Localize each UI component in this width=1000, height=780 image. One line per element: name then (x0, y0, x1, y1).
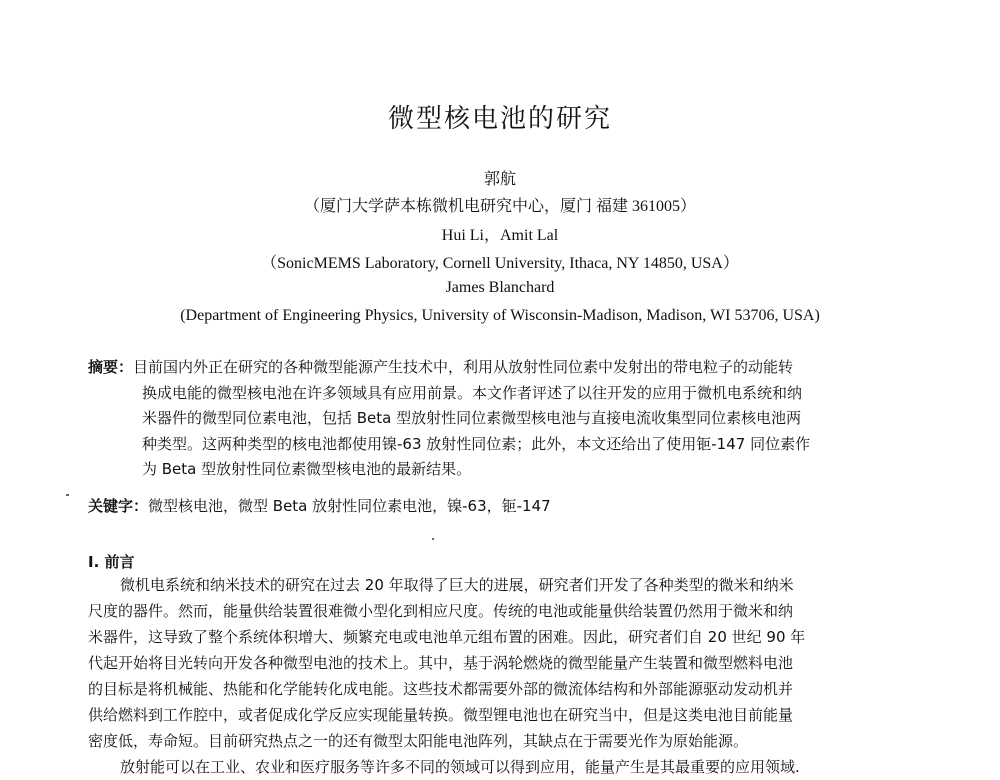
abstract-line: 种类型。这两种类型的核电池都使用镍-63 放射性同位素；此外，本文还给出了使用钷-147 同位素作 (142, 434, 811, 453)
abstract-line: 米器件的微型同位素电池，包括 Beta 型放射性同位素微型核电池与直接电流收集型同位素核电池两 (142, 409, 802, 427)
paper-title: 微型核电池的研究 (387, 104, 612, 134)
body-line: 放射能可以在工业、农业和医疗服务等许多不同的领域可以得到应用，能量产生是其最重要的应用领域. (120, 758, 800, 776)
body-line: 米器件，这导致了整个系统体积增大、频繁充电或电池单元组布置的困难。因此，研究者们自 20 世纪 90 年 (88, 628, 806, 646)
body-line: 尺度的器件。然而，能量供给装置很难微小型化到相应尺度。传统的电池或能量供给装置仍然用于微米和纳 (88, 602, 794, 620)
body-line: 供给燃料到工作腔中，或者促成化学反应实现能量转换。微型锂电池也在研究当中，但是这类电池目前能量 (88, 706, 794, 724)
section-heading: I. 前言 (88, 553, 135, 571)
abstract-label: 摘要： (88, 358, 134, 376)
abstract-line: 为 Beta 型放射性同位素微型核电池的最新结果。 (142, 460, 472, 478)
abstract (88, 355, 926, 483)
author-name-2: Hui Li，Amit Lal (441, 227, 559, 244)
keywords-label: 关键字： (88, 497, 149, 515)
body-line: 密度低，寿命短。目前研究热点之一的还有微型太阳能电池阵列，其缺点在于需要光作为原始能源。 (88, 732, 749, 750)
scan-speck (66, 494, 69, 496)
abstract-line: 换成电能的微型核电池在许多领域具有应用前景。本文作者评述了以往开发的应用于微机电系统和纳 (142, 383, 803, 402)
author-name-1: 郭航 (483, 171, 516, 188)
body-line: 微机电系统和纳米技术的研究在过去 20 年取得了巨大的进展，研究者们开发了各种类型的微米和纳米 (120, 576, 794, 594)
scan-speck (432, 538, 434, 540)
section-body (88, 572, 926, 780)
body-line: 的目标是将机械能、热能和化学能转化成电能。这些技术都需要外部的微流体结构和外部能源驱动发动机并 (88, 680, 794, 698)
keywords-text: 微型核电池，微型 Beta 放射性同位素电池，镍-63，钷-147 (148, 497, 551, 515)
keywords (88, 495, 926, 516)
abstract-line (88, 355, 926, 381)
author-affiliation-2: （SonicMEMS Laboratory, Cornell University, Ithaca, NY 14850, USA） (261, 255, 739, 272)
abstract-text: 目前国内外正在研究的各种微型能源产生技术中，利用从放射性同位素中发射出的带电粒子的动能转 (133, 358, 794, 376)
author-affiliation-3: (Department of Engineering Physics, University of Wisconsin-Madison, Madison, WI 53706, USA) (180, 307, 820, 324)
body-line: 代起开始将目光转向开发各种微型电池的技术上。其中，基于涡轮燃烧的微型能量产生装置和微型燃料电池 (88, 654, 794, 672)
author-affiliation-1: （厦门大学萨本栋微机电研究中心，厦门 福建 361005） (303, 198, 696, 215)
author-name-3: James Blanchard (445, 279, 555, 296)
